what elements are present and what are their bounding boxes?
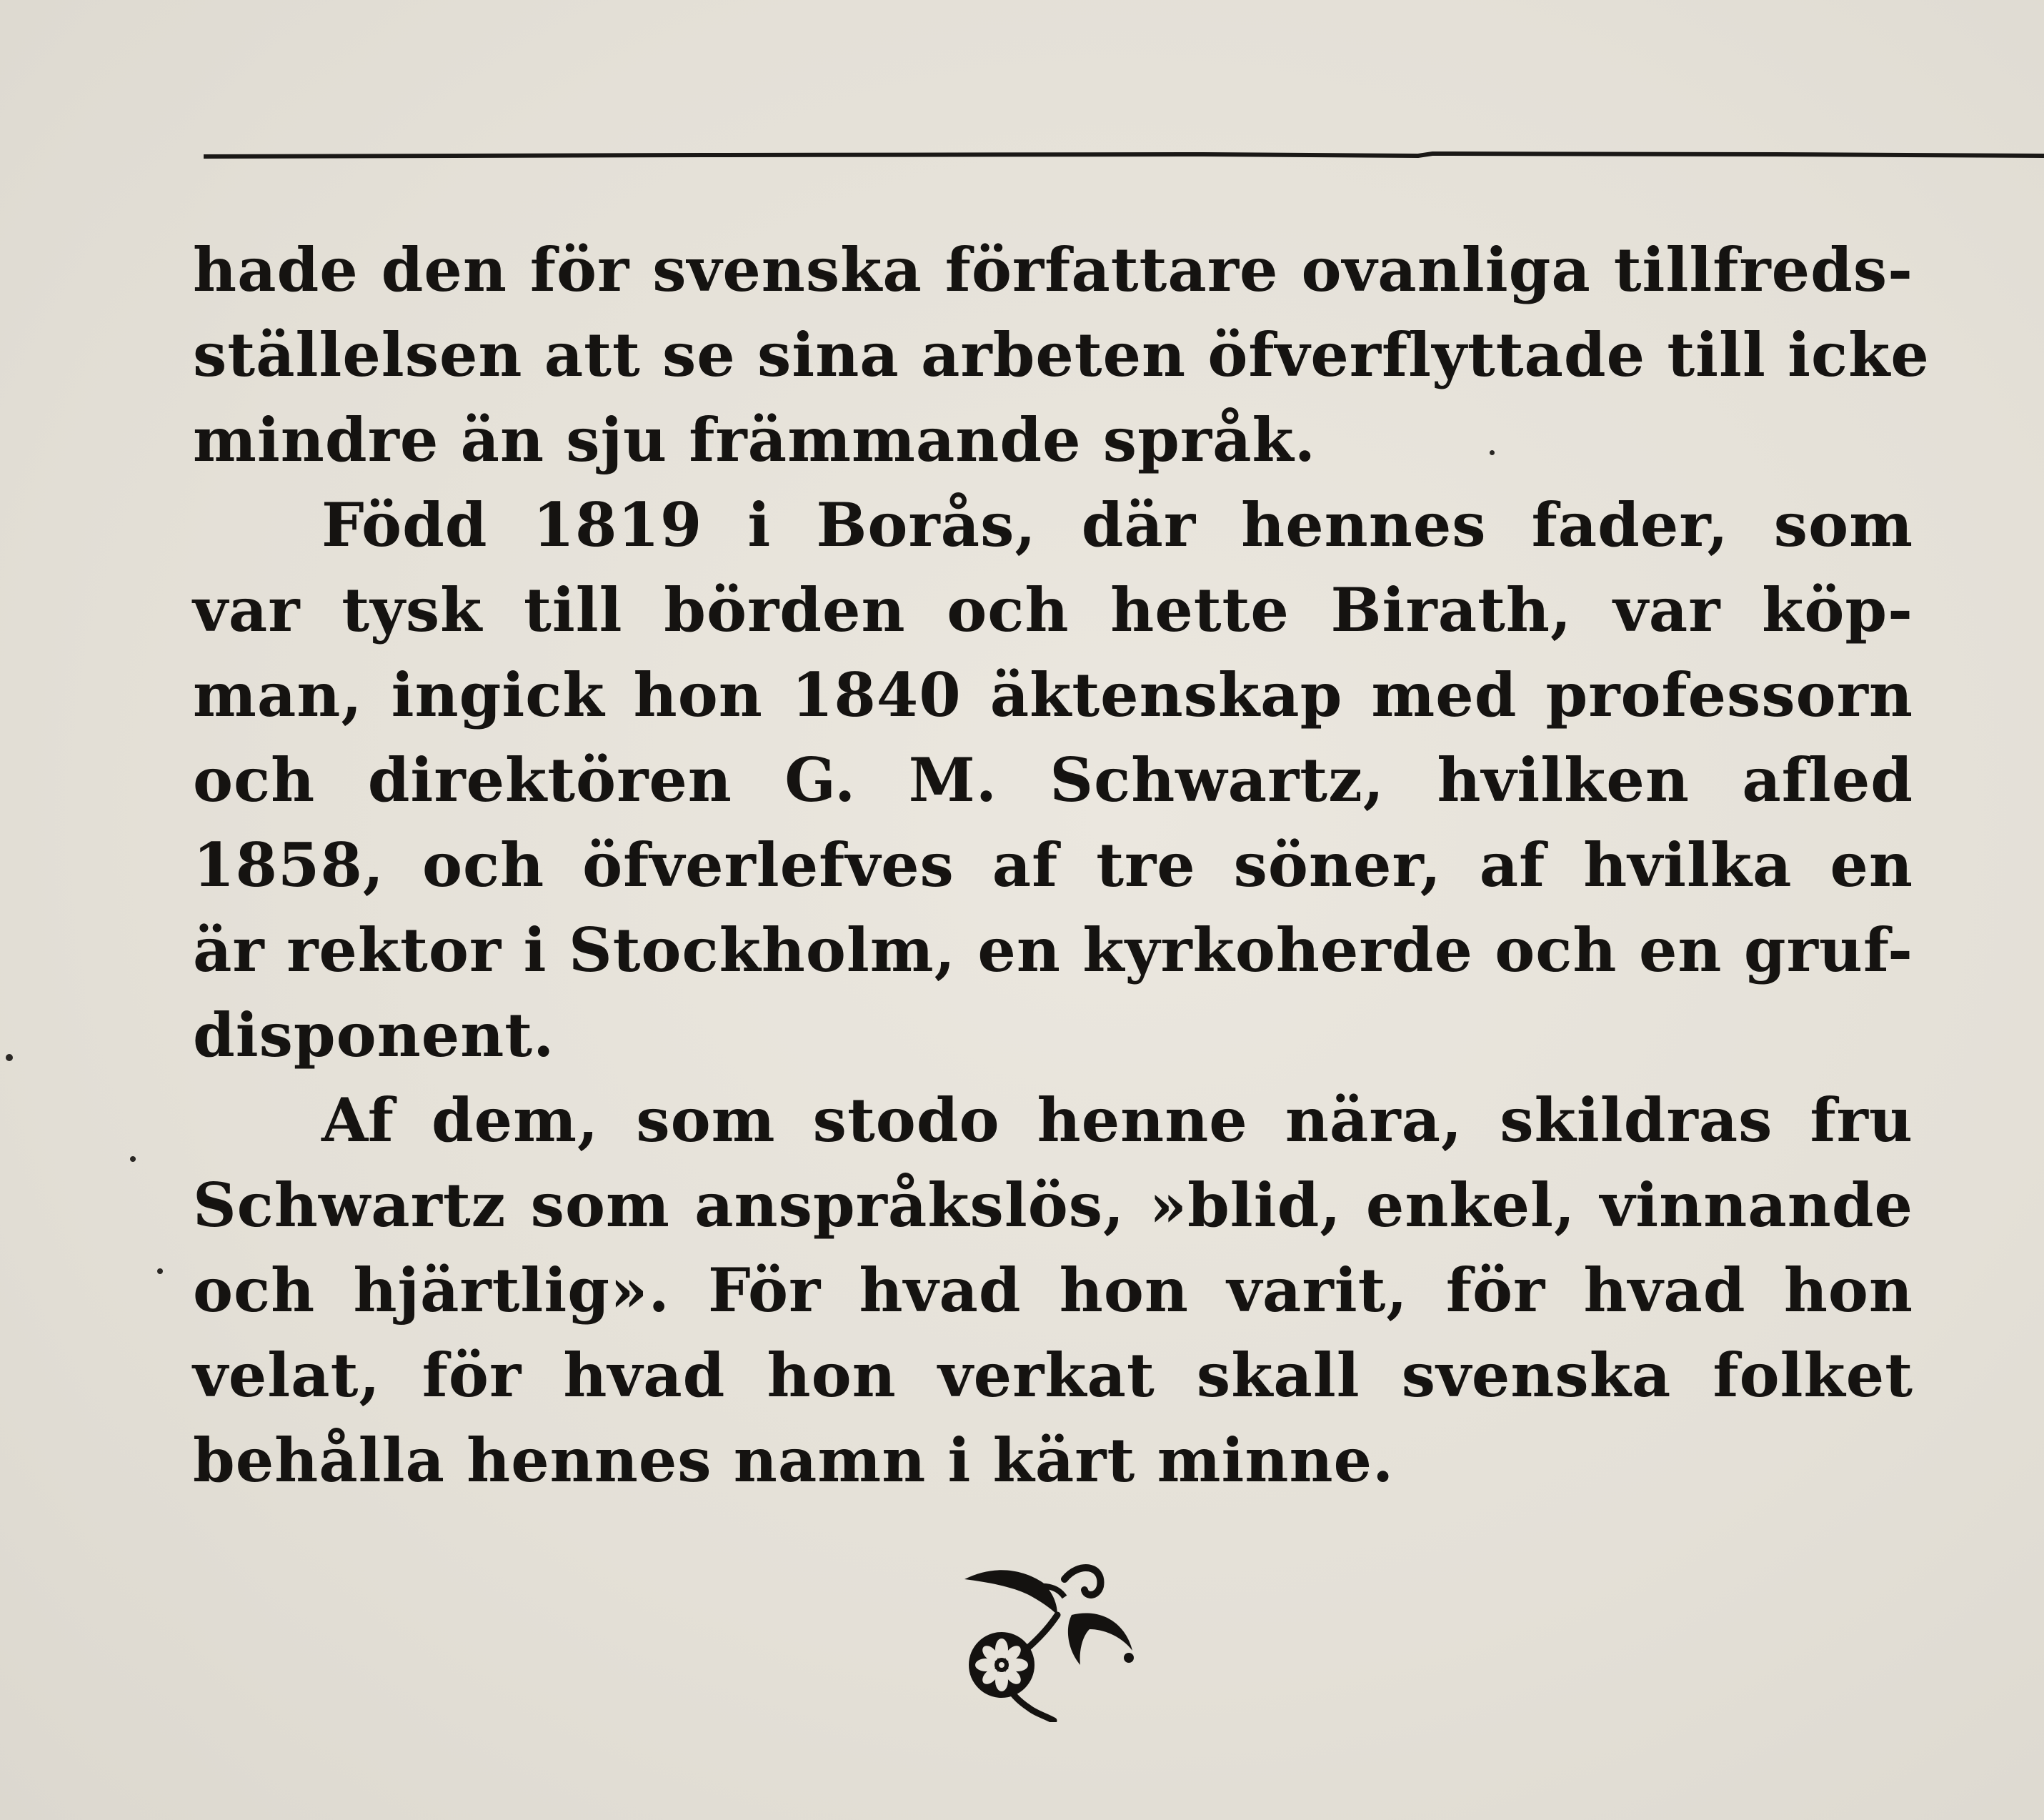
paper-speck xyxy=(6,1054,13,1061)
paragraph-1 xyxy=(193,227,1930,482)
text-line: Schwartz som anspråkslös, »blid, enkel, vinnande xyxy=(193,1170,1913,1240)
paragraph-3 xyxy=(193,1078,1913,1503)
body-text xyxy=(193,227,1930,1503)
paper-speck xyxy=(157,1268,163,1274)
paper-speck xyxy=(1490,450,1495,455)
text-line: och direktören G. M. Schwartz, hvilken afled xyxy=(193,745,1913,815)
top-rule xyxy=(204,150,2044,161)
text-line: var tysk till börden och hette Birath, var köp- xyxy=(193,575,1913,645)
text-line: velat, för hvad hon verkat skall svenska folket xyxy=(193,1340,1913,1411)
paragraph-2 xyxy=(193,482,1913,1078)
paper-speck xyxy=(130,1156,136,1162)
text-line: ställelsen att se sina arbeten öfverflyttade till icke xyxy=(193,319,1930,390)
text-line: hade den för svenska författare ovanliga tillfreds- xyxy=(193,234,1913,305)
text-line: 1858, och öfverlefves af tre söner, af hvilka en xyxy=(193,830,1913,900)
text-line: man, ingick hon 1840 äktenskap med professorn xyxy=(193,660,1913,730)
text-line: behålla hennes namn i kärt minne. xyxy=(193,1425,1395,1496)
text-line: och hjärtlig». För hvad hon varit, för hvad hon xyxy=(193,1255,1913,1326)
floral-tailpiece-icon xyxy=(957,1558,1136,1722)
text-line: Född 1819 i Borås, där hennes fader, som xyxy=(321,489,1913,560)
text-line: mindre än sju främmande språk. xyxy=(193,404,1316,475)
text-line: är rektor i Stockholm, en kyrkoherde och en gruf- xyxy=(193,915,1913,985)
text-line: disponent. xyxy=(193,1000,555,1070)
text-line: Af dem, som stodo henne nära, skildras fru xyxy=(321,1085,1913,1155)
